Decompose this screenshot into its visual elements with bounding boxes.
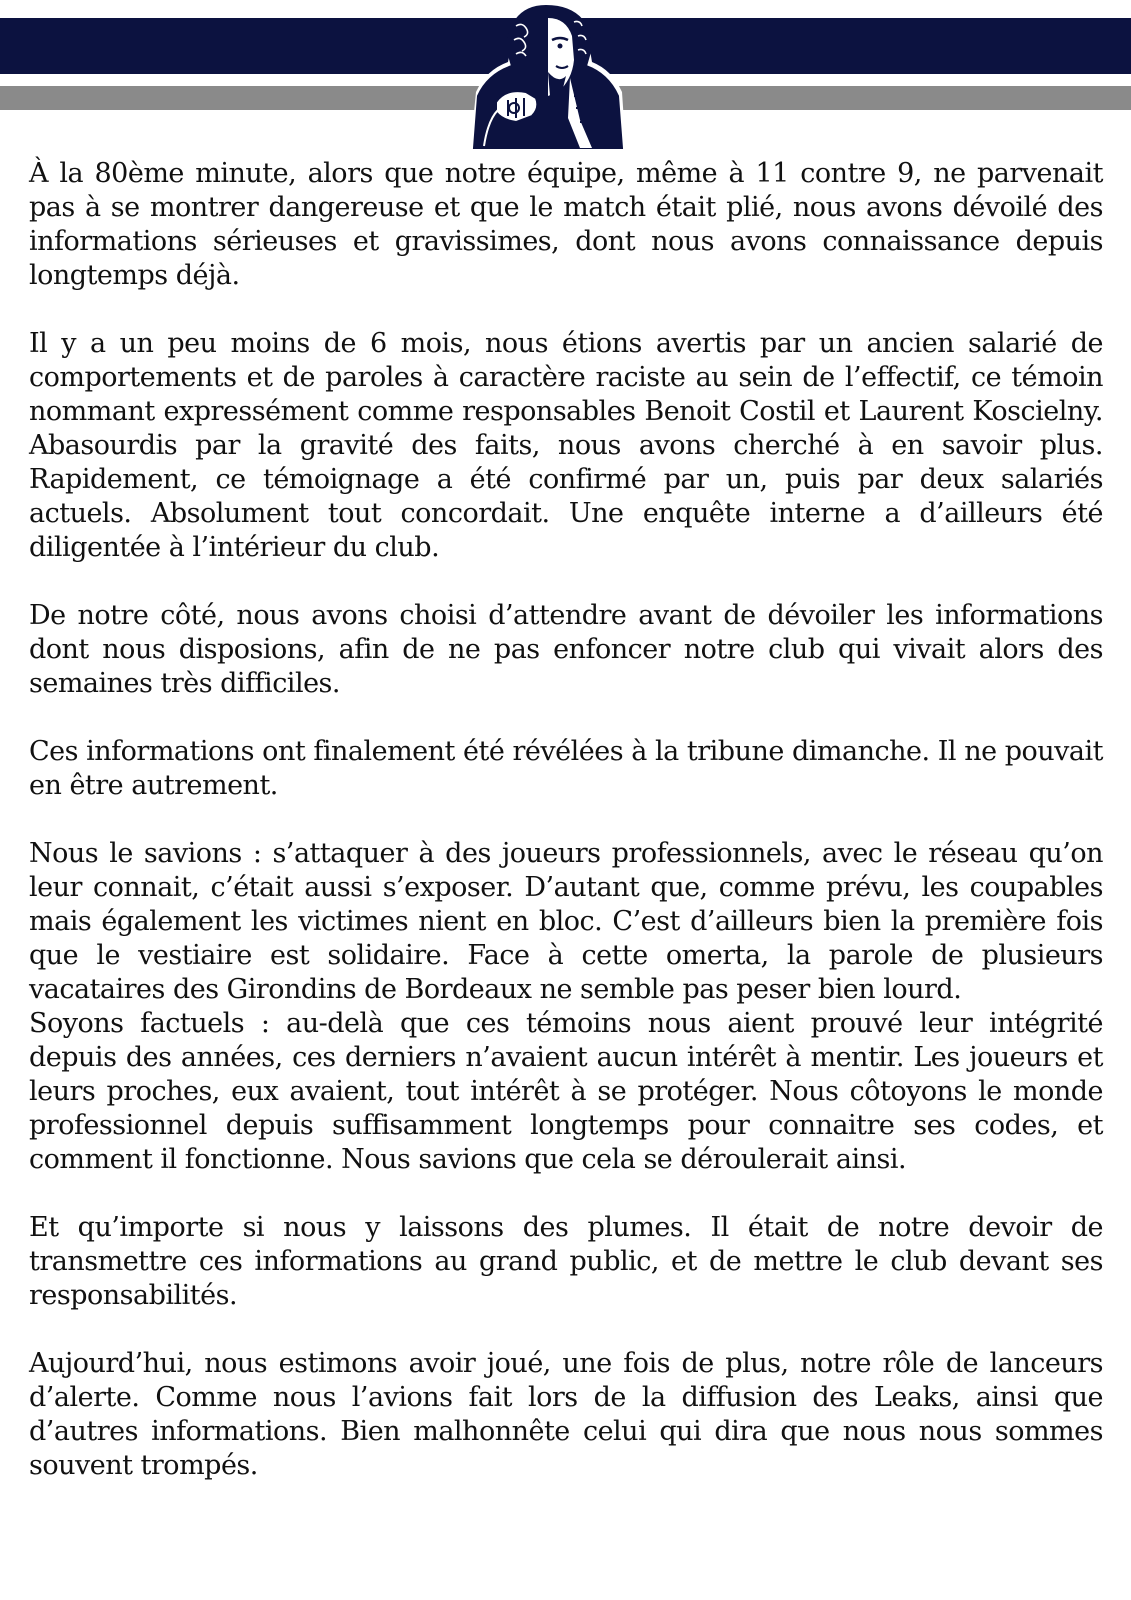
paragraph-feathers: Et qu’importe si nous y laissons des plumes. Il était de notre devoir de transmettre ces informations au grand public, et de mettre le club devant ses responsabilités. — [29, 1212, 1103, 1311]
paragraph-six-months: Il y a un peu moins de 6 mois, nous étions avertis par un ancien salarié de comportements et de paroles à caractère raciste au sein de l’effectif, ce témoin nommant expressément comme responsables Benoit Costil et Laurent Koscielny. Abasourdis par la gravité des faits, nous avons cherché à en savoir plus. Rapidement, ce témoignage a été confirmé par un, puis par deux salariés actuels. Absolument tout concordait. Une enquête interne a d’ailleurs été diligentée à l’intérieur du club. — [29, 328, 1103, 563]
paragraph-factual: Soyons factuels : au-delà que ces témoins nous aient prouvé leur intégrité depuis des années, ces derniers n’avaient aucun intérêt à mentir. Les joueurs et leurs proches, eux avaient, tout intérêt à se protéger. Nous côtoyons le monde professionnel depuis suffisamment longtemps pour connaitre ses codes, et comment il fonctionne. Nous savions que cela se déroulerait ainsi. — [29, 1008, 1103, 1175]
statement-body — [29, 157, 1103, 1483]
header-banner — [0, 0, 1131, 150]
paragraph-our-side: De notre côté, nous avons choisi d’attendre avant de dévoiler les informations dont nous disposions, afin de ne pas enfoncer notre club qui vivait alors des semaines très difficiles. — [29, 600, 1103, 699]
paragraph-whistleblowers: Aujourd’hui, nous estimons avoir joué, une fois de plus, notre rôle de lanceurs d’alerte. Comme nous l’avions fait lors de la diffusion des Leaks, ainsi que d’autres informations. Bien malhonnête celui qui dira que nous nous sommes souvent trompés. — [29, 1348, 1103, 1481]
paragraph-we-knew: Nous le savions : s’attaquer à des joueurs professionnels, avec le réseau qu’on leur connait, c’était aussi s’exposer. D’autant que, comme prévu, les coupables mais également les victimes nient en bloc. C’est d’ailleurs bien la première fois que le vestiaire est solidaire. Face à cette omerta, la parole de plusieurs vacataires des Girondins de Bordeaux ne semble pas peser bien lourd. — [29, 838, 1103, 1005]
paragraph-revealed: Ces informations ont finalement été révélées à la tribune dimanche. Il ne pouvait en être autrement. — [29, 736, 1103, 801]
paragraph-80th-minute: À la 80ème minute, alors que notre équipe, même à 11 contre 9, ne parvenait pas à se montrer dangereuse et que le match était plié, nous avons dévoilé des informations sérieuses et gravissimes, dont nous avons connaissance depuis longtemps déjà. — [29, 158, 1103, 291]
ultras-figure-logo-icon — [462, 0, 632, 152]
